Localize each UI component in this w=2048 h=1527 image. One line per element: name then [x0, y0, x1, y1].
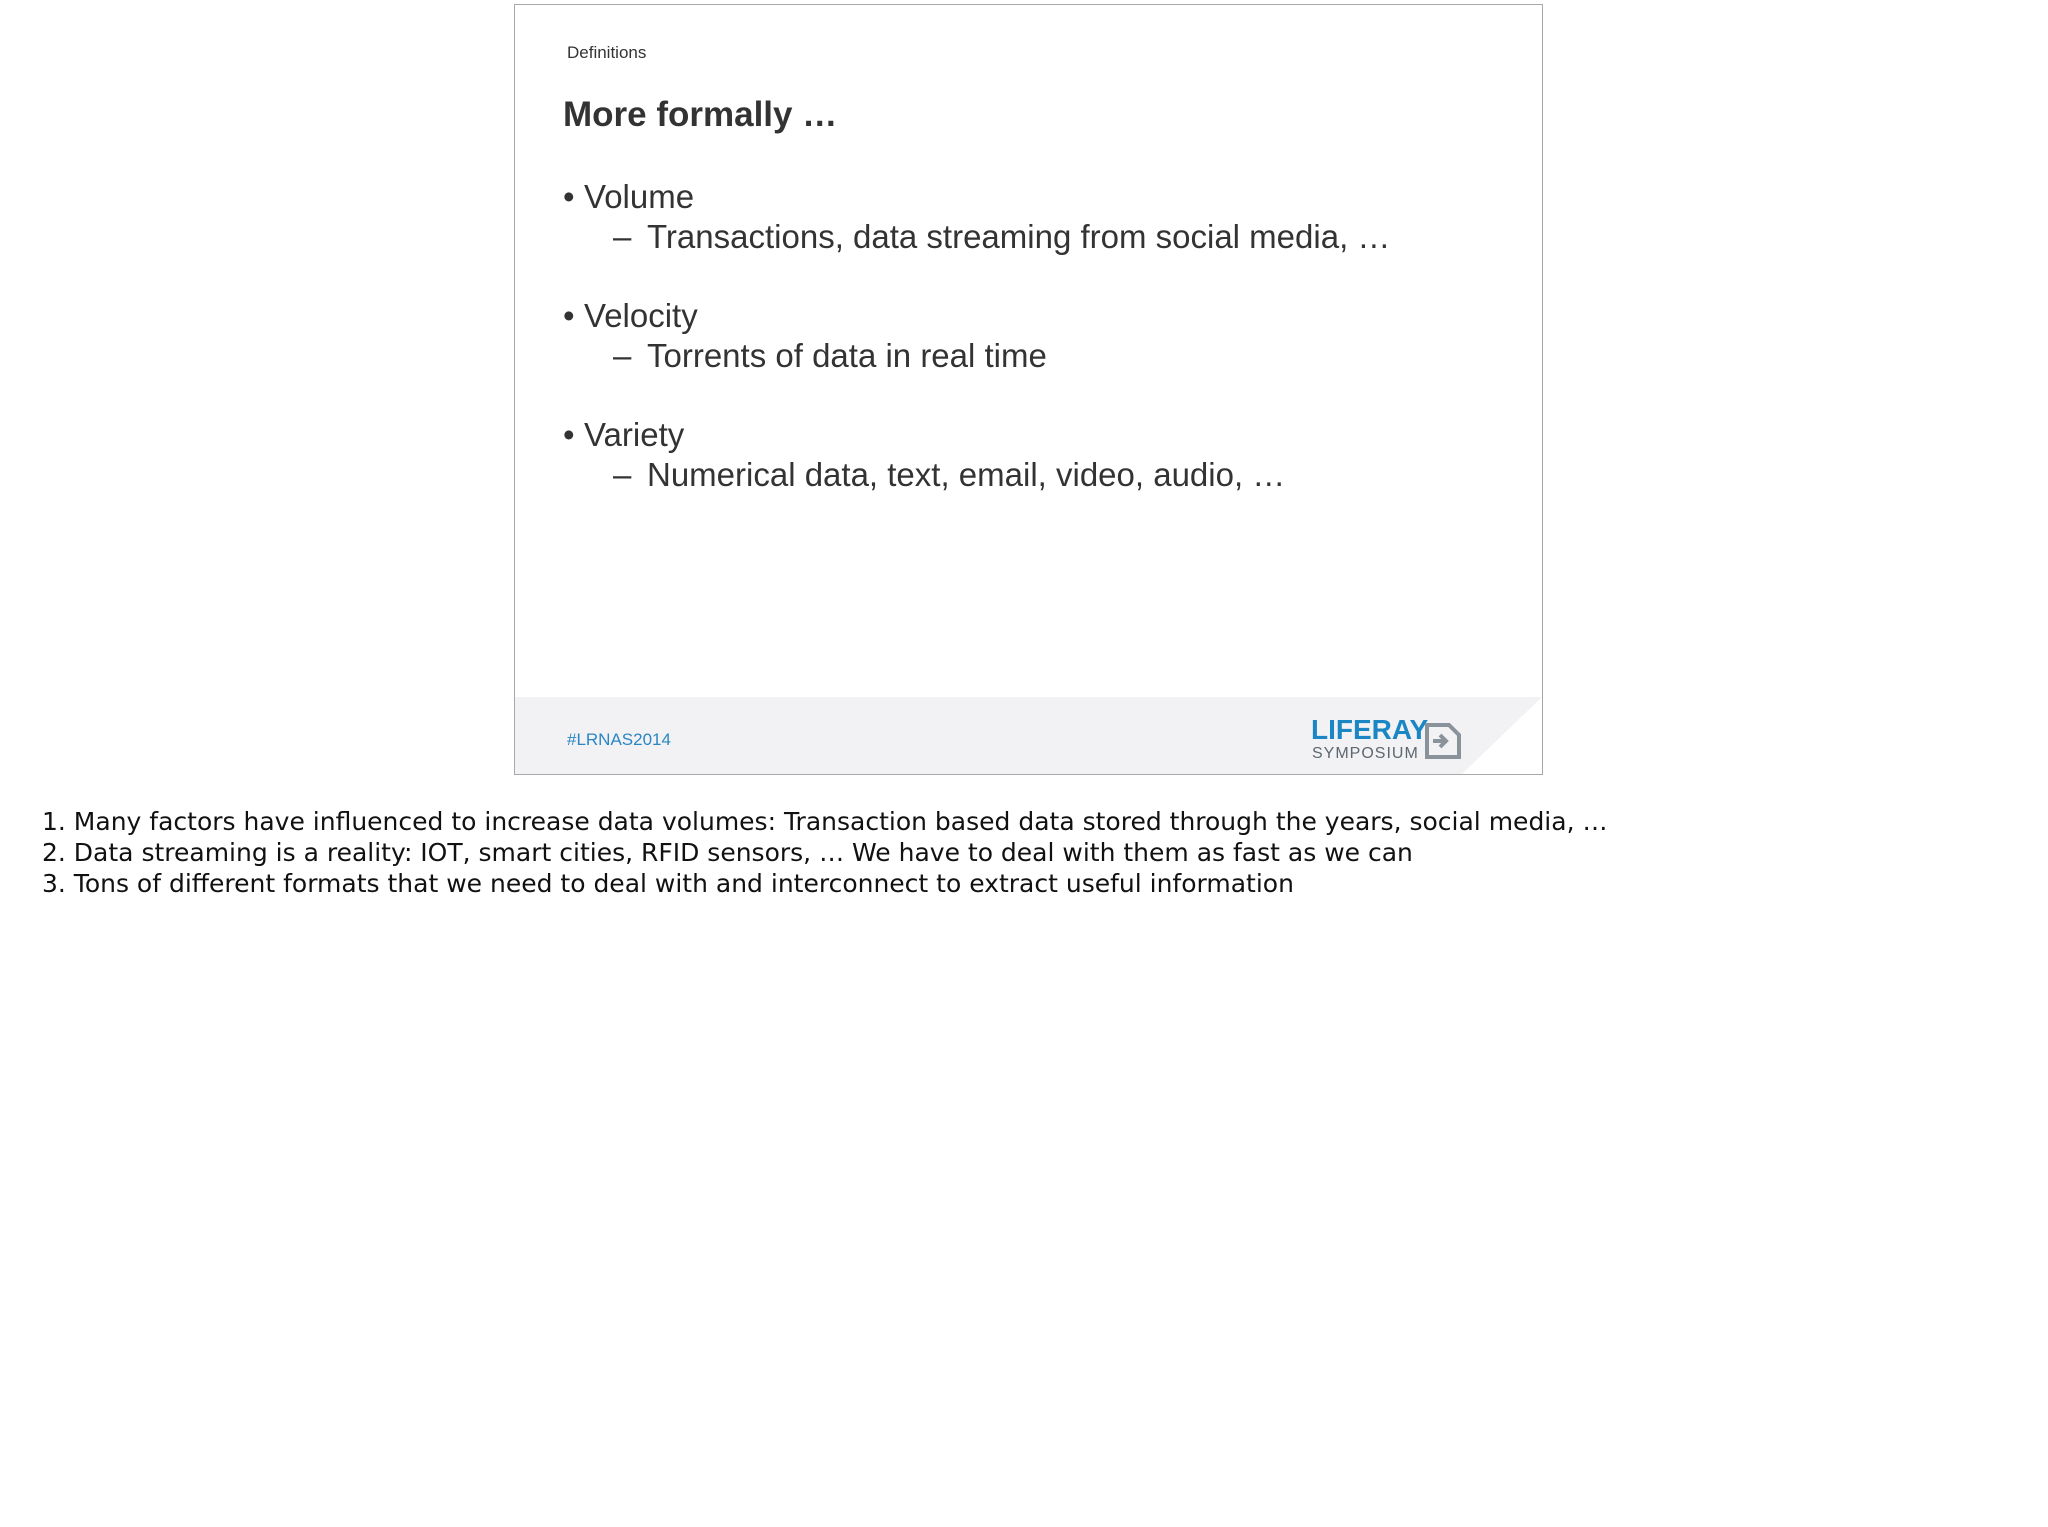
liferay-logo	[1311, 715, 1431, 765]
bullet-label: Velocity	[584, 297, 698, 334]
bullet-main	[563, 177, 1390, 217]
slide	[514, 4, 1543, 775]
note-item: 3. Tons of different formats that we need to deal with and interconnect to extract useful information	[42, 869, 1294, 898]
bullet-main	[563, 296, 1390, 336]
logo-sub: SYMPOSIUM	[1312, 745, 1419, 762]
bullet-item-velocity	[563, 296, 1390, 376]
liferay-arrow-icon	[1423, 721, 1463, 761]
sub-dash: –	[613, 456, 632, 493]
bullet-dot: •	[563, 178, 575, 215]
bullet-sub	[563, 217, 1390, 257]
bullet-sub	[563, 455, 1390, 495]
bullet-item-variety	[563, 415, 1390, 495]
event-hashtag: #LRNAS2014	[567, 730, 671, 749]
bullet-item-volume	[563, 177, 1390, 257]
bullet-dot: •	[563, 416, 575, 453]
sub-dash: –	[613, 337, 632, 374]
sub-dash: –	[613, 218, 632, 255]
logo-word: LIFERAY	[1311, 714, 1429, 745]
section-label: Definitions	[567, 43, 647, 62]
bullet-sub-text: Transactions, data streaming from social media, …	[647, 218, 1391, 255]
note-item: 1. Many factors have influenced to increase data volumes: Transaction based data stored through the years, social media, …	[42, 807, 1608, 836]
bullet-main	[563, 415, 1390, 455]
speaker-notes	[42, 806, 1607, 899]
bullet-label: Variety	[584, 416, 685, 453]
bullet-sub-text: Numerical data, text, email, video, audio, …	[647, 456, 1286, 493]
note-item: 2. Data streaming is a reality: IOT, smart cities, RFID sensors, … We have to deal with them as fast as we can	[42, 838, 1413, 867]
bullet-sub	[563, 336, 1390, 376]
bullet-label: Volume	[584, 178, 695, 215]
footer-corner	[1462, 697, 1542, 774]
bullet-sub-text: Torrents of data in real time	[647, 337, 1047, 374]
bullet-dot: •	[563, 297, 575, 334]
slide-title: More formally …	[563, 95, 838, 134]
bullet-list	[563, 177, 1390, 534]
